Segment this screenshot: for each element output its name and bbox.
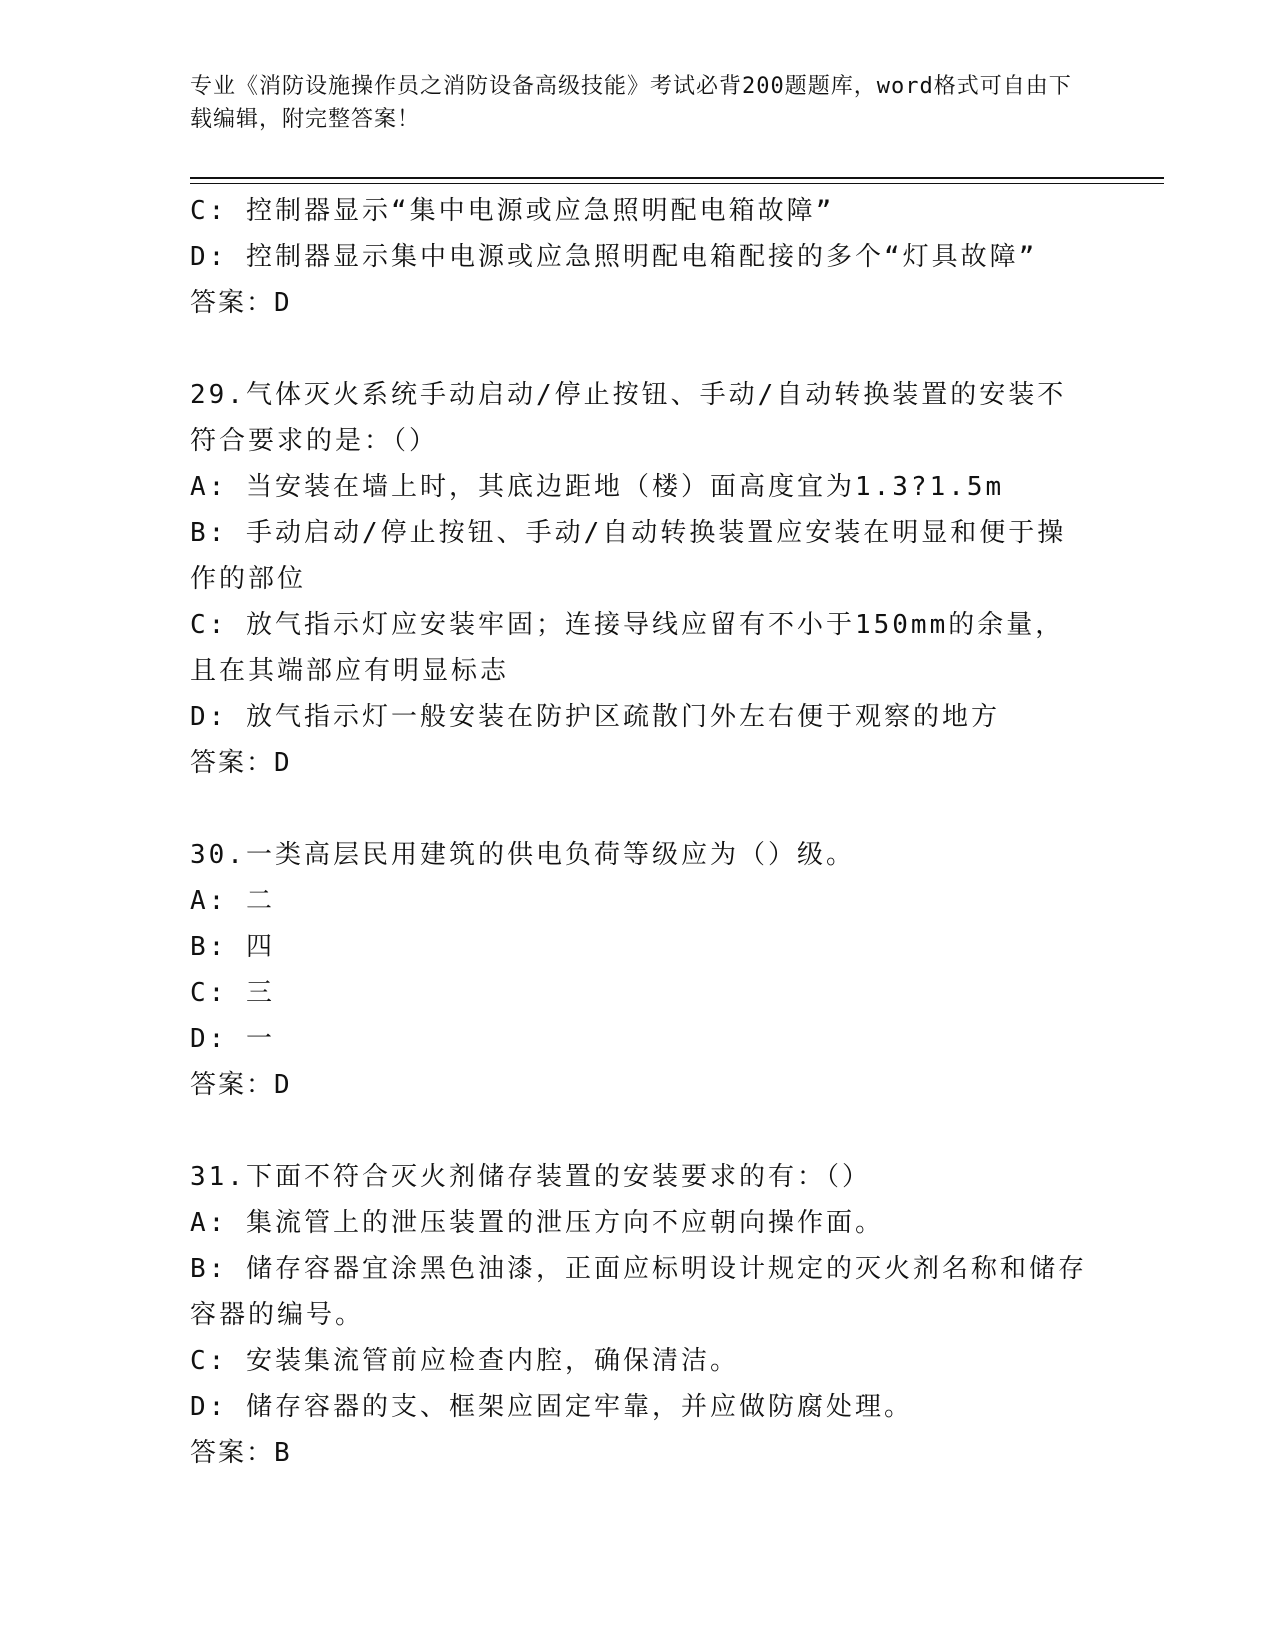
question-content: [190, 188, 1090, 1476]
question-stem: 30.一类高层民用建筑的供电负荷等级应为（）级。: [190, 840, 855, 870]
option-b: B: 手动启动/停止按钮、手动/自动转换装置应安装在明显和便于操作的部位: [190, 518, 1067, 594]
question-stem: 29.气体灭火系统手动启动/停止按钮、手动/自动转换装置的安装不符合要求的是：（）: [190, 380, 1067, 456]
option-a: A: 集流管上的泄压装置的泄压方向不应朝向操作面。: [190, 1208, 884, 1238]
question-spacer: [190, 326, 1090, 372]
question-spacer: [190, 786, 1090, 832]
header-rule-thin: [190, 183, 1164, 184]
answer-line: 答案：D: [190, 1070, 292, 1100]
answer-line: 答案：B: [190, 1438, 292, 1468]
question-spacer: [190, 1108, 1090, 1154]
option-c: C: 控制器显示“集中电源或应急照明配电箱故障”: [190, 196, 835, 226]
question-stem: 31.下面不符合灭火剂储存装置的安装要求的有：（）: [190, 1162, 871, 1192]
answer-line: 答案：D: [190, 288, 292, 318]
answer-line: 答案：D: [190, 748, 292, 778]
option-d: D: 储存容器的支、框架应固定牢靠，并应做防腐处理。: [190, 1392, 913, 1422]
option-c: C: 三: [190, 978, 275, 1008]
option-d: D: 一: [190, 1024, 275, 1054]
document-header: 专业《消防设施操作员之消防设备高级技能》考试必背200题题库，word格式可自由下载编辑，附完整答案！: [190, 74, 1072, 132]
option-b: B: 储存容器宜涂黑色油漆，正面应标明设计规定的灭火剂名称和储存容器的编号。: [190, 1254, 1087, 1330]
option-a: A: 二: [190, 886, 275, 916]
option-a: A: 当安装在墙上时，其底边距地（楼）面高度宜为1.3?1.5m: [190, 472, 1005, 502]
option-b: B: 四: [190, 932, 275, 962]
option-d: D: 放气指示灯一般安装在防护区疏散门外左右便于观察的地方: [190, 702, 1000, 732]
header-rule-thick: [190, 177, 1164, 179]
option-c: C: 放气指示灯应安装牢固；连接导线应留有不小于150mm的余量，且在其端部应有明显标志: [190, 610, 1065, 686]
option-d: D: 控制器显示集中电源或应急照明配电箱配接的多个“灯具故障”: [190, 242, 1038, 272]
option-c: C: 安装集流管前应检查内腔，确保清洁。: [190, 1346, 739, 1376]
